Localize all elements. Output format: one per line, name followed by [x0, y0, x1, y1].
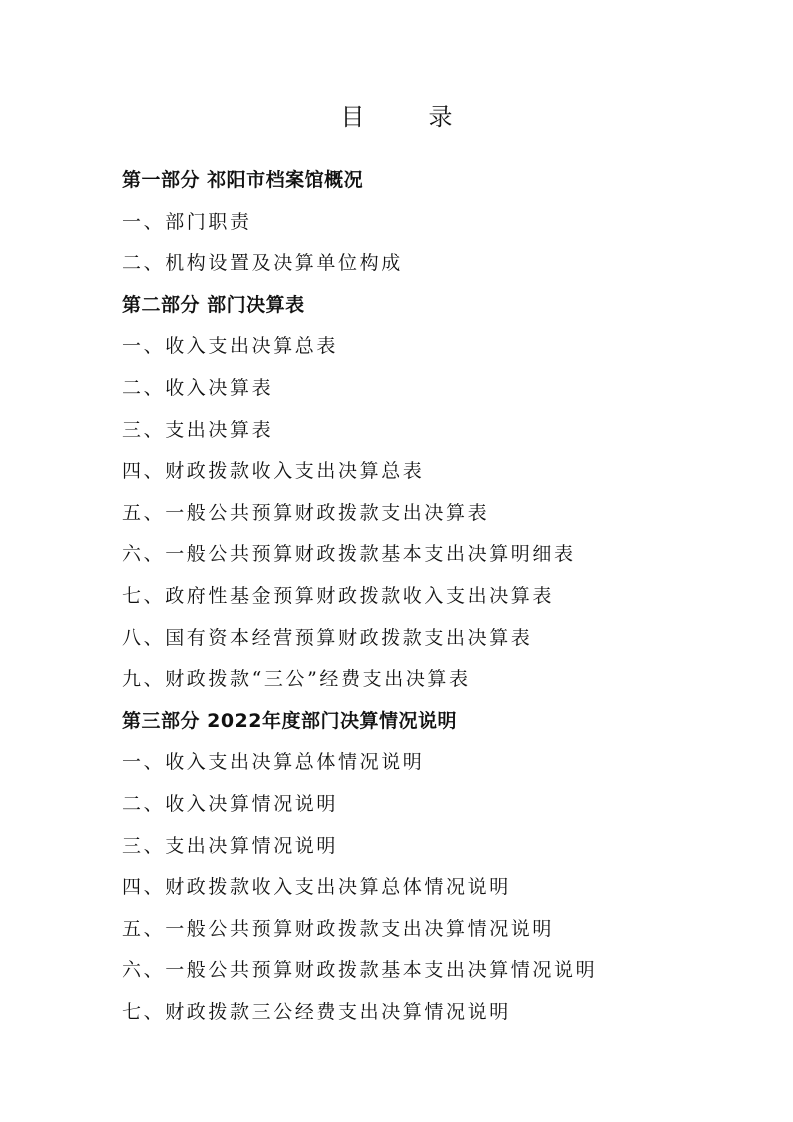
table-of-contents [122, 160, 722, 1033]
toc-item: 四、财政拨款收入支出决算总体情况说明 [122, 876, 511, 899]
toc-item: 一、收入支出决算总体情况说明 [122, 751, 425, 774]
toc-item: 八、国有资本经营预算财政拨款支出决算表 [122, 626, 533, 649]
toc-item: 六、一般公共预算财政拨款基本支出决算明细表 [122, 543, 576, 566]
toc-item: 九、财政拨款“三公”经费支出决算表 [122, 668, 471, 691]
toc-section-1: 第一部分 祁阳市档案馆概况 [122, 169, 364, 191]
toc-item: 七、政府性基金预算财政拨款收入支出决算表 [122, 584, 555, 607]
toc-item: 五、一般公共预算财政拨款支出决算表 [122, 501, 490, 524]
toc-section-2: 第二部分 部门决算表 [122, 293, 305, 316]
toc-item: 三、支出决算情况说明 [122, 834, 339, 857]
toc-item: 一、收入支出决算总表 [122, 335, 339, 358]
toc-item: 五、一般公共预算财政拨款支出决算情况说明 [122, 917, 555, 940]
toc-item: 六、一般公共预算财政拨款基本支出决算情况说明 [122, 959, 598, 982]
page-title: 目 录 [340, 103, 473, 131]
toc-section-3: 第三部分 2022年度部门决算情况说明 [122, 709, 457, 732]
toc-item: 二、收入决算情况说明 [122, 792, 339, 815]
toc-item: 三、支出决算表 [122, 418, 274, 441]
toc-item: 七、财政拨款三公经费支出决算情况说明 [122, 1000, 511, 1023]
toc-item: 四、财政拨款收入支出决算总表 [122, 460, 425, 483]
toc-item: 二、收入决算表 [122, 376, 274, 399]
toc-item: 二、机构设置及决算单位构成 [122, 252, 403, 275]
toc-item: 一、部门职责 [122, 210, 252, 233]
